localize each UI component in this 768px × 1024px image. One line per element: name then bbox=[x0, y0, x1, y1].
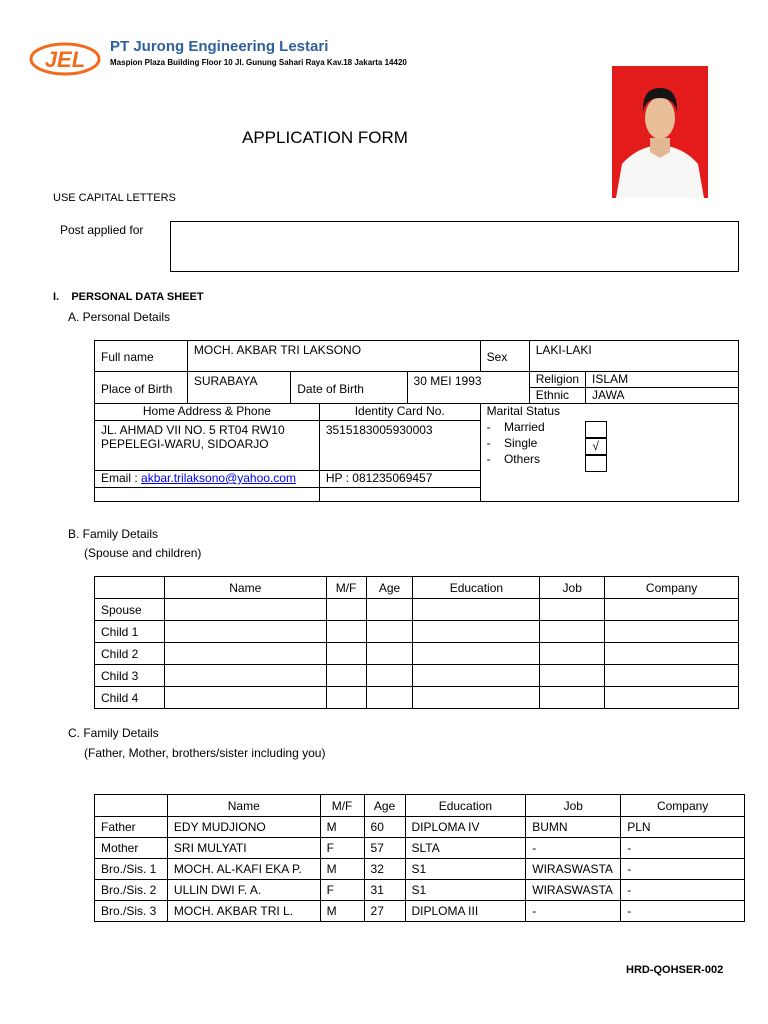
family-c-cell[interactable]: 60 bbox=[364, 817, 405, 838]
table-row bbox=[95, 859, 745, 880]
family-c-cell[interactable]: F bbox=[320, 880, 364, 901]
family-b-cell[interactable] bbox=[540, 687, 605, 709]
family-b-cell[interactable] bbox=[540, 599, 605, 621]
family-c-cell[interactable]: M bbox=[320, 859, 364, 880]
table-row bbox=[95, 621, 739, 643]
table-row bbox=[95, 643, 739, 665]
section-personal-title: I. PERSONAL DATA SHEET bbox=[53, 291, 204, 303]
table-row bbox=[95, 687, 739, 709]
marital-status-cell bbox=[480, 404, 738, 502]
value-home-address[interactable] bbox=[95, 421, 320, 471]
label-hp: HP : bbox=[325, 471, 353, 485]
label-sex: Sex bbox=[480, 341, 529, 372]
label-email: Email : bbox=[101, 471, 142, 485]
family-b-row-label: Child 3 bbox=[95, 665, 165, 687]
family-c-cell[interactable]: ULLIN DWI F. A. bbox=[167, 880, 320, 901]
label-marital-status: Marital Status bbox=[486, 404, 560, 418]
form-title: APPLICATION FORM bbox=[242, 128, 408, 147]
family-b-cell[interactable] bbox=[605, 643, 739, 665]
family-b-cell[interactable] bbox=[605, 599, 739, 621]
value-place-of-birth[interactable]: SURABAYA bbox=[187, 372, 290, 404]
family-b-cell[interactable] bbox=[540, 665, 605, 687]
family-b-table bbox=[94, 576, 739, 709]
value-sex[interactable]: LAKI-LAKI bbox=[529, 341, 738, 372]
value-date-of-birth[interactable]: 30 MEI 1993 bbox=[407, 372, 529, 404]
family-b-cell[interactable] bbox=[413, 687, 540, 709]
family-c-cell[interactable]: 31 bbox=[364, 880, 405, 901]
family-c-cell[interactable]: - bbox=[526, 838, 621, 859]
family-b-cell[interactable] bbox=[605, 665, 739, 687]
table-row bbox=[95, 838, 745, 859]
empty-cell[interactable] bbox=[95, 488, 320, 502]
family-b-cell[interactable] bbox=[164, 643, 326, 665]
family-c-cell[interactable]: PLN bbox=[621, 817, 745, 838]
family-b-header-4: Education bbox=[413, 577, 540, 599]
family-c-row-label: Bro./Sis. 2 bbox=[95, 880, 168, 901]
family-c-cell[interactable]: SLTA bbox=[405, 838, 526, 859]
family-b-cell[interactable] bbox=[366, 665, 413, 687]
table-row bbox=[95, 817, 745, 838]
family-c-cell[interactable]: M bbox=[320, 817, 364, 838]
company-logo bbox=[28, 40, 102, 78]
family-c-header-5: Job bbox=[526, 795, 621, 817]
family-b-cell[interactable] bbox=[164, 621, 326, 643]
family-b-cell[interactable] bbox=[605, 621, 739, 643]
family-c-cell[interactable]: 57 bbox=[364, 838, 405, 859]
family-b-cell[interactable] bbox=[326, 599, 366, 621]
label-date-of-birth: Date of Birth bbox=[291, 372, 407, 404]
family-c-cell[interactable]: - bbox=[621, 901, 745, 922]
family-b-header-6: Company bbox=[605, 577, 739, 599]
label-ethnic: Ethnic bbox=[529, 388, 585, 404]
family-c-cell[interactable]: - bbox=[526, 901, 621, 922]
family-c-row-label: Bro./Sis. 1 bbox=[95, 859, 168, 880]
logo-text: JEL bbox=[44, 47, 86, 72]
family-c-cell[interactable]: - bbox=[621, 838, 745, 859]
family-b-header-0 bbox=[95, 577, 165, 599]
email-cell bbox=[95, 471, 320, 488]
family-c-header-0 bbox=[95, 795, 168, 817]
label-place-of-birth: Place of Birth bbox=[95, 372, 188, 404]
caps-note: USE CAPITAL LETTERS bbox=[53, 192, 176, 204]
section-a-title: A. Personal Details bbox=[68, 310, 171, 324]
post-applied-field[interactable] bbox=[170, 221, 739, 272]
family-b-cell[interactable] bbox=[164, 599, 326, 621]
family-c-cell[interactable]: M bbox=[320, 901, 364, 922]
family-b-cell[interactable] bbox=[326, 665, 366, 687]
family-b-header-1: Name bbox=[164, 577, 326, 599]
family-c-cell[interactable]: WIRASWASTA bbox=[526, 859, 621, 880]
family-b-cell[interactable] bbox=[366, 621, 413, 643]
table-row bbox=[95, 901, 745, 922]
family-b-cell[interactable] bbox=[540, 643, 605, 665]
value-identity-card[interactable]: 3515183005930003 bbox=[319, 421, 480, 471]
family-c-cell[interactable]: S1 bbox=[405, 880, 526, 901]
family-b-row-label: Child 1 bbox=[95, 621, 165, 643]
checkbox-single[interactable]: √ bbox=[585, 438, 607, 455]
family-b-cell[interactable] bbox=[413, 599, 540, 621]
family-b-cell[interactable] bbox=[413, 621, 540, 643]
family-c-header-4: Education bbox=[405, 795, 526, 817]
section-c-subtitle: (Father, Mother, brothers/sister including you) bbox=[84, 746, 326, 760]
family-b-cell[interactable] bbox=[326, 687, 366, 709]
family-c-cell[interactable]: WIRASWASTA bbox=[526, 880, 621, 901]
family-c-cell[interactable]: - bbox=[621, 859, 745, 880]
option-single: - Single bbox=[486, 436, 538, 450]
family-c-cell[interactable]: DIPLOMA IV bbox=[405, 817, 526, 838]
label-identity-card: Identity Card No. bbox=[319, 404, 480, 421]
company-address: Maspion Plaza Building Floor 10 Jl. Gunung Sahari Raya Kav.18 Jakarta 14420 bbox=[110, 58, 407, 67]
section-b-title: B. Family Details bbox=[68, 527, 159, 541]
family-b-cell[interactable] bbox=[413, 665, 540, 687]
email-link[interactable]: akbar.trilaksono@yahoo.com bbox=[141, 471, 296, 485]
family-b-header-3: Age bbox=[366, 577, 413, 599]
family-b-cell[interactable] bbox=[366, 599, 413, 621]
address-line-2: PEPELEGI-WARU, SIDOARJO bbox=[101, 437, 269, 451]
label-home-address: Home Address & Phone bbox=[95, 404, 320, 421]
document-code: HRD-QOHSER-002 bbox=[626, 964, 724, 976]
family-c-row-label: Bro./Sis. 3 bbox=[95, 901, 168, 922]
family-c-row-label: Mother bbox=[95, 838, 168, 859]
applicant-photo bbox=[612, 66, 708, 198]
section-b-subtitle: (Spouse and children) bbox=[84, 546, 202, 560]
family-c-table bbox=[94, 794, 745, 922]
checkbox-married[interactable] bbox=[585, 421, 607, 438]
family-b-cell[interactable] bbox=[366, 643, 413, 665]
family-b-cell[interactable] bbox=[413, 643, 540, 665]
family-c-cell[interactable]: 27 bbox=[364, 901, 405, 922]
value-full-name[interactable]: MOCH. AKBAR TRI LAKSONO bbox=[187, 341, 480, 372]
family-c-cell[interactable]: - bbox=[621, 880, 745, 901]
family-c-cell[interactable]: DIPLOMA III bbox=[405, 901, 526, 922]
address-line-1: JL. AHMAD VII NO. 5 RT04 RW10 bbox=[101, 423, 285, 437]
section-c-title: C. Family Details bbox=[68, 726, 159, 740]
family-b-row-label: Spouse bbox=[95, 599, 165, 621]
family-b-cell[interactable] bbox=[326, 621, 366, 643]
family-b-cell[interactable] bbox=[366, 687, 413, 709]
family-c-cell[interactable]: BUMN bbox=[526, 817, 621, 838]
family-b-header-2: M/F bbox=[326, 577, 366, 599]
hp-cell bbox=[319, 471, 480, 488]
label-religion: Religion bbox=[529, 372, 585, 388]
label-full-name: Full name bbox=[95, 341, 188, 372]
table-row bbox=[95, 599, 739, 621]
family-b-cell[interactable] bbox=[540, 621, 605, 643]
family-c-header-2: M/F bbox=[320, 795, 364, 817]
family-b-cell[interactable] bbox=[164, 665, 326, 687]
family-c-cell[interactable]: F bbox=[320, 838, 364, 859]
empty-cell[interactable] bbox=[319, 488, 480, 502]
table-row bbox=[95, 880, 745, 901]
family-c-cell[interactable]: MOCH. AL-KAFI EKA P. bbox=[167, 859, 320, 880]
family-b-row-label: Child 2 bbox=[95, 643, 165, 665]
family-c-header-1: Name bbox=[167, 795, 320, 817]
personal-details-table bbox=[94, 340, 739, 502]
value-hp[interactable]: 081235069457 bbox=[352, 471, 433, 485]
family-b-cell[interactable] bbox=[605, 687, 739, 709]
post-applied-label: Post applied for bbox=[60, 223, 144, 237]
family-b-cell[interactable] bbox=[164, 687, 326, 709]
family-c-header-3: Age bbox=[364, 795, 405, 817]
option-married: - Married bbox=[486, 420, 545, 434]
table-row bbox=[95, 665, 739, 687]
family-b-row-label: Child 4 bbox=[95, 687, 165, 709]
family-c-cell[interactable]: SRI MULYATI bbox=[167, 838, 320, 859]
family-b-cell[interactable] bbox=[326, 643, 366, 665]
family-c-header-6: Company bbox=[621, 795, 745, 817]
checkbox-others[interactable] bbox=[585, 455, 607, 472]
family-b-header-5: Job bbox=[540, 577, 605, 599]
family-c-cell[interactable]: S1 bbox=[405, 859, 526, 880]
family-c-cell[interactable]: MOCH. AKBAR TRI L. bbox=[167, 901, 320, 922]
family-c-row-label: Father bbox=[95, 817, 168, 838]
family-c-cell[interactable]: 32 bbox=[364, 859, 405, 880]
company-name: PT Jurong Engineering Lestari bbox=[110, 38, 329, 55]
option-others: - Others bbox=[486, 452, 540, 466]
value-ethnic[interactable]: JAWA bbox=[586, 388, 739, 404]
family-c-cell[interactable]: EDY MUDJIONO bbox=[167, 817, 320, 838]
value-religion[interactable]: ISLAM bbox=[586, 372, 739, 388]
